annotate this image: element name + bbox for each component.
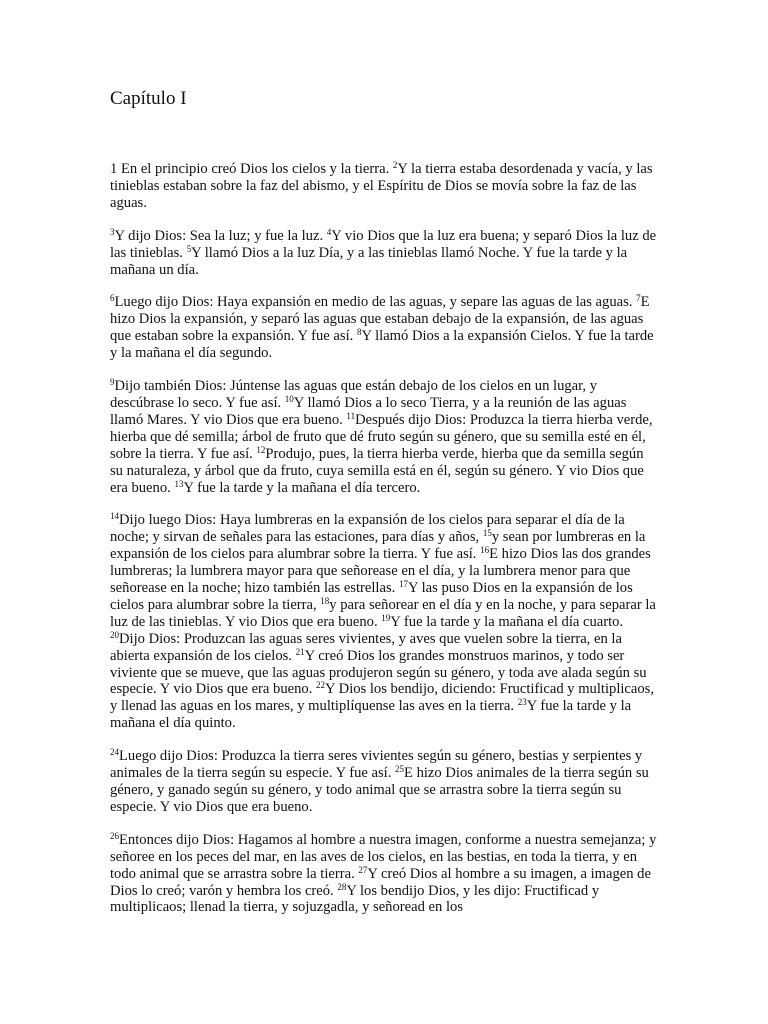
- verse-number: 15: [482, 528, 492, 539]
- verse-text: En el principio creó Dios los cielos y la tierra.: [120, 161, 393, 177]
- verse-number: 1: [110, 161, 118, 177]
- verse-number: 22: [316, 680, 326, 691]
- verse-text: Y dijo Dios: Sea la luz; y fue la luz.: [114, 227, 327, 244]
- verse-text: Dijo Dios: Produzcan las aguas seres vivientes, y aves que vuelen sobre la tierra, en la abierta expansión de los cielos.: [110, 630, 622, 664]
- verse-text: Dijo también Dios: Júntense las aguas que están debajo de los cielos en un lugar, y descúbrase lo seco. Y fue así.: [110, 378, 598, 411]
- verse-text: Y llamó Dios a la luz Día, y a las tinieblas llamó Noche. Y fue la tarde y la mañana un día.: [110, 244, 628, 278]
- verse-number: 4: [326, 226, 332, 237]
- paragraph: [110, 512, 658, 732]
- verse-text: Entonces dijo Dios: Hagamos al hombre a nuestra imagen, conforme a nuestra semejanza; y señoree en los peces del mar, en las aves de los cielos, en las bestias, en toda la tierra, y en todo animal que se arrastra sobre la tierra.: [110, 831, 657, 882]
- verse-text: Dijo luego Dios: Haya lumbreras en la expansión de los cielos para separar el día de la noche; y sirvan de señales para las estaciones, para días y años,: [110, 512, 625, 546]
- verse-text: Y fue la tarde y la mañana el día tercero.: [183, 479, 421, 496]
- verse-number: 11: [346, 410, 356, 421]
- verse-number: 10: [284, 393, 294, 404]
- verse-text: Y creó Dios al hombre a su imagen, a imagen de Dios lo creó; varón y hembra los creó.: [110, 865, 651, 899]
- verse-number: 13: [174, 478, 184, 489]
- verse-text: Y fue la tarde y la mañana el día quinto.: [110, 698, 632, 732]
- verse-number: 20: [110, 629, 119, 640]
- verse-number: 18: [320, 595, 330, 606]
- verse-number: 26: [110, 830, 119, 841]
- chapter-title: Capítulo I: [110, 88, 187, 109]
- document-body: [110, 161, 658, 916]
- verse-text: Y Dios los bendijo, diciendo: Fructificad y multiplicaos, y llenad las aguas en los mares, y multiplíquense las aves en la tierra.: [110, 681, 655, 715]
- verse-text: E hizo Dios la expansión, y separó las aguas que estaban debajo de la expansión, de las aguas que estaban sobre la expansión. Y fue así.: [110, 294, 650, 345]
- verse-text: Luego dijo Dios: Haya expansión en medio de las aguas, y separe las aguas de las aguas.: [114, 294, 637, 311]
- verse-text: Y la tierra estaba desordenada y vacía, y las tinieblas estaban sobre la faz del abismo, y el Espíritu de Dios se movía sobre la faz de las aguas.: [110, 161, 653, 211]
- paragraph: [110, 378, 658, 496]
- paragraph: [110, 748, 658, 816]
- verse-number: 16: [480, 545, 490, 556]
- verse-number: 5: [186, 243, 192, 254]
- verse-text: Y fue la tarde y la mañana el día cuarto.: [390, 613, 624, 630]
- verse-number: 12: [256, 444, 266, 455]
- verse-number: 17: [398, 579, 408, 590]
- verse-text: E hizo Dios animales de la tierra según su género, y ganado según su género, y todo animal que se arrastra sobre la tierra según su especie. Y vio Dios que era bueno.: [110, 765, 649, 815]
- verse-number: 27: [358, 864, 368, 875]
- document-page: [110, 86, 658, 932]
- verse-number: 14: [110, 511, 119, 522]
- verse-number: 6: [110, 293, 115, 304]
- verse-number: 8: [356, 327, 362, 338]
- verse-number: 9: [110, 377, 115, 388]
- verse-text: Y llamó Dios a la expansión Cielos. Y fue la tarde y la mañana el día segundo.: [110, 328, 654, 362]
- verse-text: Y vio Dios que la luz era buena; y separó Dios la luz de las tinieblas.: [110, 227, 657, 261]
- verse-text: Produjo, pues, la tierra hierba verde, hierba que da semilla según su naturaleza, y árbol que da fruto, cuya semilla está en él, según su género. Y vio Dios que era bueno.: [110, 445, 644, 496]
- paragraph: [110, 228, 658, 279]
- verse-text: Luego dijo Dios: Produzca la tierra seres vivientes según su género, bestias y serpientes y animales de la tierra según su especie. Y fue así.: [110, 748, 643, 782]
- verse-number: 2: [392, 160, 398, 170]
- verse-text: Después dijo Dios: Produzca la tierra hierba verde, hierba que dé semilla; árbol de fruto que dé fruto según su género, que su semilla esté en él, sobre la tierra. Y fue así.: [110, 411, 653, 462]
- verse-text: Y creó Dios los grandes monstruos marinos, y todo ser viviente que se mueve, que las aguas produjeron según su género, y toda ave alada según su especie. Y vio Dios que era bueno.: [110, 647, 647, 698]
- verse-text: Y los bendijo Dios, y les dijo: Fructificad y multiplicaos; llenad la tierra, y sojuzgadla, y señoread en los: [110, 882, 600, 916]
- verse-text: Y llamó Dios a lo seco Tierra, y a la reunión de las aguas llamó Mares. Y vio Dios que era bueno.: [110, 394, 627, 428]
- paragraph: [110, 832, 658, 917]
- verse-number: 7: [636, 293, 641, 304]
- verse-text: y sean por lumbreras en la expansión de los cielos para alumbrar sobre la tierra. Y fue así.: [110, 529, 646, 563]
- paragraph: [110, 161, 658, 212]
- verse-text: Y las puso Dios en la expansión de los cielos para alumbrar sobre la tierra,: [110, 580, 633, 613]
- verse-number: 23: [517, 697, 527, 708]
- verse-number: 25: [395, 764, 405, 775]
- verse-number: 24: [110, 747, 119, 758]
- verse-number: 19: [381, 612, 391, 623]
- verse-text: E hizo Dios las dos grandes lumbreras; la lumbrera mayor para que señorease en el día, y la lumbrera menor para que señorease en la noche; hizo también las estrellas.: [110, 546, 651, 597]
- paragraph: [110, 294, 658, 362]
- verse-number: 21: [295, 646, 305, 657]
- verse-number: 3: [110, 226, 115, 237]
- verse-number: 28: [337, 881, 347, 892]
- verse-text: y para señorear en el día y en la noche, y para separar la luz de las tinieblas. Y vio Dios que era bueno.: [110, 596, 656, 630]
